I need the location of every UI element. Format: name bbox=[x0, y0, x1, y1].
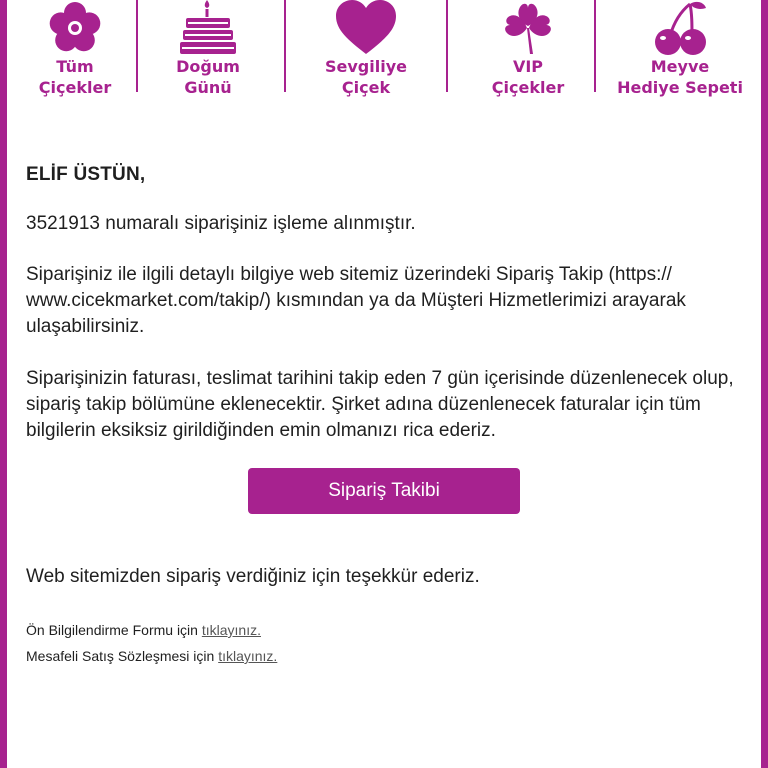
clover-icon bbox=[500, 0, 556, 56]
pre-information-form-line bbox=[26, 622, 261, 638]
flower-icon bbox=[47, 0, 103, 56]
cake-icon bbox=[178, 0, 238, 56]
right-frame-border bbox=[761, 0, 768, 768]
heart-icon bbox=[336, 0, 396, 56]
invoice-info-text: Siparişinizin faturası, teslimat tarihini takip eden 7 gün içerisinde düzenlenecek olup, sipariş takip bölümüne eklenecektir. Şirket adına düzenlenecek faturalar için tüm bilgilerin eksiksiz girildiğinden emin olmanızı rica ederiz. bbox=[26, 368, 734, 441]
nav-label-line1: Tüm bbox=[56, 57, 94, 76]
nav-item-all-flowers[interactable] bbox=[26, 0, 124, 98]
nav-label bbox=[492, 56, 564, 98]
category-nav bbox=[7, 0, 761, 100]
nav-label-line2: Hediye Sepeti bbox=[617, 78, 743, 97]
nav-separator bbox=[594, 0, 596, 92]
customer-greeting: ELİF ÜSTÜN, bbox=[26, 164, 146, 185]
nav-label bbox=[39, 56, 111, 98]
nav-label-line2: Günü bbox=[184, 78, 232, 97]
nav-label-line1: Meyve bbox=[650, 57, 710, 76]
nav-label-line1: VIP bbox=[512, 57, 544, 76]
nav-item-valentine[interactable] bbox=[310, 0, 422, 98]
distance-sales-contract-prefix: Mesafeli Satış Sözleşmesi için bbox=[26, 648, 215, 664]
nav-label-line1: Sevgiliye bbox=[325, 57, 407, 76]
nav-separator bbox=[136, 0, 138, 92]
nav-label bbox=[617, 56, 743, 98]
nav-item-fruit-basket[interactable] bbox=[614, 0, 746, 98]
distance-sales-contract-link[interactable]: tıklayınız. bbox=[218, 648, 278, 664]
nav-label-line1: Doğum bbox=[176, 57, 240, 76]
distance-sales-contract-line bbox=[26, 648, 277, 664]
left-frame-border bbox=[0, 0, 7, 768]
nav-label-line2: Çiçek bbox=[341, 78, 391, 97]
nav-label-line2: Çiçekler bbox=[38, 78, 112, 97]
tracking-info-text: Siparişiniz ile ilgili detaylı bilgiye web sitemiz üzerindeki Sipariş Takip (https:// www.cicekmarket.com/takip/) kısmından ya da Müşteri Hizmetlerimizi arayarak ulaşabilirsiniz. bbox=[26, 264, 686, 337]
nav-separator bbox=[284, 0, 286, 92]
order-confirmation-text: 3521913 numaralı siparişiniz işleme alınmıştır. bbox=[26, 213, 416, 234]
nav-item-birthday[interactable] bbox=[158, 0, 258, 98]
nav-separator bbox=[446, 0, 448, 92]
pre-information-form-prefix: Ön Bilgilendirme Formu için bbox=[26, 622, 198, 638]
cherry-icon bbox=[650, 0, 710, 56]
pre-information-form-link[interactable]: tıklayınız. bbox=[201, 622, 261, 638]
nav-item-vip[interactable] bbox=[478, 0, 578, 98]
nav-label bbox=[325, 56, 407, 98]
thank-you-text: Web sitemizden sipariş verdiğiniz için teşekkür ederiz. bbox=[26, 566, 480, 587]
nav-label bbox=[176, 56, 240, 98]
nav-label-line2: Çiçekler bbox=[491, 78, 565, 97]
order-tracking-button[interactable]: Sipariş Takibi bbox=[248, 468, 520, 514]
